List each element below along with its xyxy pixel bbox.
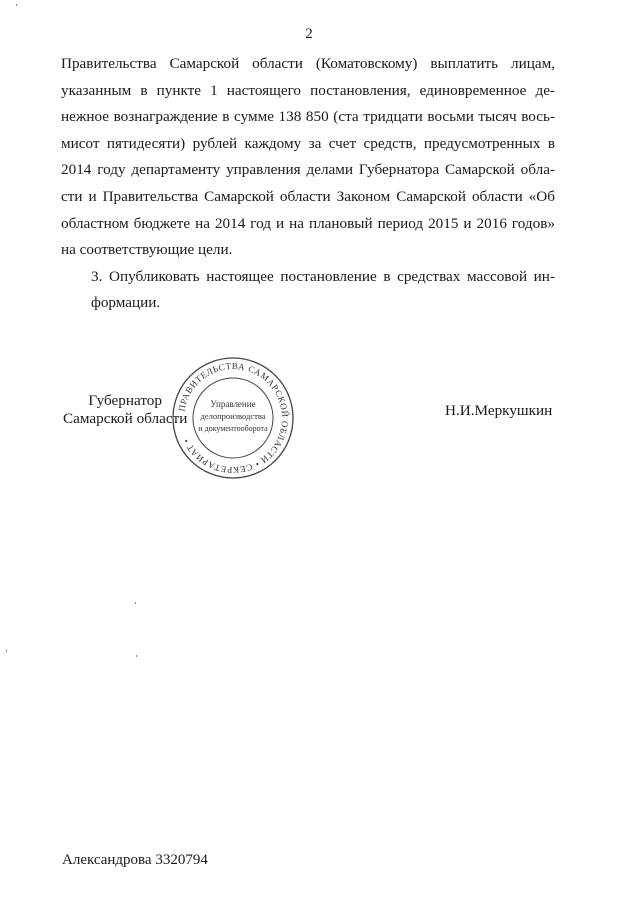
scan-speck: [135, 602, 136, 604]
scan-speck: [136, 655, 137, 657]
page-number: 2: [305, 26, 313, 42]
signature-title-line1: Губернатор: [88, 392, 162, 409]
executor-footer: Александрова 3320794: [62, 852, 208, 868]
stamp-center-line1: Управление: [210, 399, 256, 409]
stamp-center-line3: и документооборота: [198, 424, 268, 433]
text-line: сти и Правительства Самарской области Законом Самарской области «Об: [61, 187, 555, 205]
text-line: 3. Опубликовать настоящее постановление в средствах массовой ин-: [91, 267, 555, 285]
stamp-center-line2: делопроизводства: [200, 411, 266, 421]
official-stamp: [170, 355, 296, 481]
signature-name: Н.И.Меркушкин: [445, 402, 553, 419]
signature-title: [63, 392, 187, 428]
text-line: областном бюджете на 2014 год и на плановый период 2015 и 2016 годов»: [61, 214, 555, 232]
text-line: мисот пятидесяти) рублей каждому за счет средств, предусмотренных в: [61, 134, 555, 152]
text-line: нежное вознаграждение в сумме 138 850 (ста тридцати восьми тысяч вось-: [61, 108, 555, 126]
text-line: формации.: [91, 294, 161, 312]
text-line: 2014 году департаменту управления делами Губернатора Самарской обла-: [61, 161, 555, 179]
paragraph: [61, 264, 555, 317]
scan-speck: [6, 650, 7, 652]
paragraph: [61, 51, 555, 264]
signature-title-line2: Самарской области: [63, 410, 188, 427]
text-line: Правительства Самарской области (Коматовскому) выплатить лицам,: [61, 55, 555, 72]
body-text: [61, 51, 555, 317]
text-line: на соответствующие цели.: [61, 241, 233, 259]
stamp-ring-text: ПРАВИТЕЛЬСТВА САМАРСКОЙ ОБЛАСТИ • СЕКРЕТАРИАТ •: [176, 360, 291, 476]
text-line: указанным в пункте 1 настоящего постановления, единовременное де-: [61, 81, 555, 99]
scan-speck: [16, 4, 17, 6]
